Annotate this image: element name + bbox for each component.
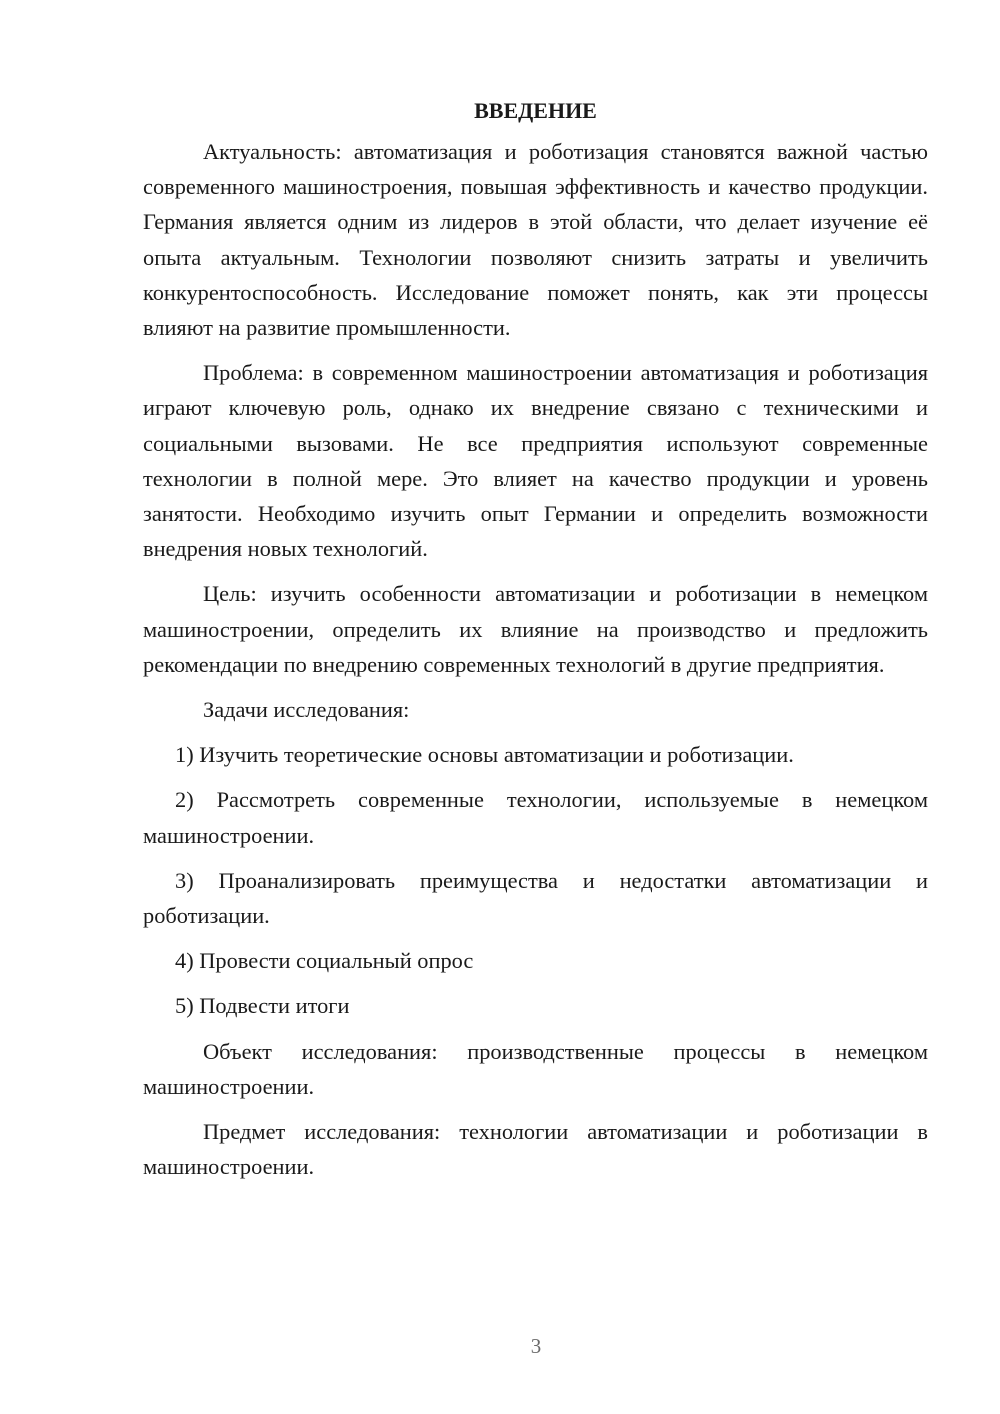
object-paragraph: Объект исследования: производственные процессы в немецком машиностроении. (143, 1038, 928, 1099)
page-number: 3 (530, 1334, 542, 1358)
tasks-heading: Задачи исследования: (203, 697, 410, 723)
subject-paragraph: Предмет исследования: технологии автоматизации и роботизации в машиностроении. (143, 1119, 928, 1180)
task-item: 5) Подвести итоги (175, 993, 350, 1019)
task-item: 1) Изучить теоретические основы автоматизации и роботизации. (175, 742, 794, 768)
task-item: 4) Провести социальный опрос (175, 948, 474, 974)
document-body (143, 96, 928, 1184)
task-item: 2) Рассмотреть современные технологии, используемые в немецком машиностроении. (143, 787, 928, 848)
problem-paragraph: Проблема: в современном машиностроении автоматизация и роботизация играют ключевую роль, однако их внедрение связано с техническими и социальными вызовами. Не все предприятия используют современные технологии в полной мере. Это влияет на качество продукции и уровень занятости. Необходимо изучить опыт Германии и определить возможности внедрения новых технологий. (143, 360, 928, 562)
task-item: 3) Проанализировать преимущества и недостатки автоматизации и роботизации. (143, 867, 928, 929)
goal-paragraph: Цель: изучить особенности автоматизации и роботизации в немецком машиностроении, определить их влияние на производство и предложить рекомендации по внедрению современных технологий в другие предприятия. (143, 581, 928, 677)
section-heading: ВВЕДЕНИЕ (474, 98, 597, 123)
relevance-paragraph: Актуальность: автоматизация и роботизация становятся важной частью современного машиностроения, повышая эффективность и качество продукции. Германия является одним из лидеров в этой области, что делает изучение её опыта актуальным. Технологии позволяют снизить затраты и увеличить конкурентоспособность. Исследование поможет понять, как эти процессы влияют на развитие промышленности. (143, 139, 928, 341)
